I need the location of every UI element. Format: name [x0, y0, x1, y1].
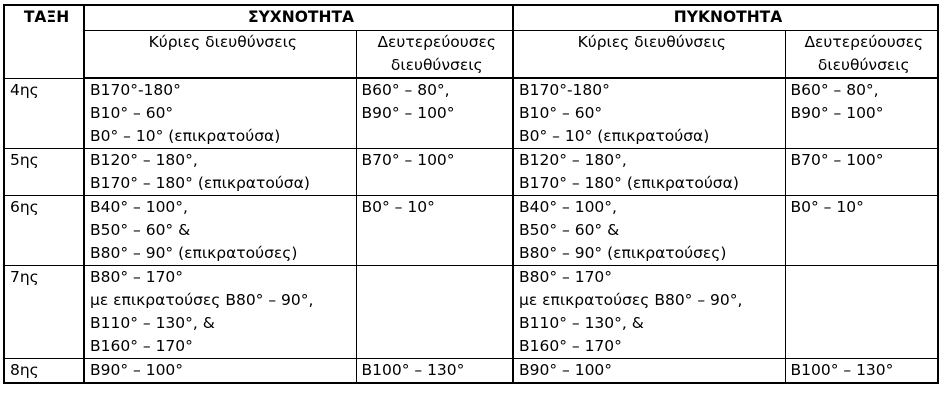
cell-dens-primary [513, 266, 785, 359]
row-taxi: 4ης [4, 78, 84, 149]
header-dens-primary: Κύριες διευθύνσεις [513, 31, 785, 79]
cell-line: B90° – 100° [790, 104, 884, 122]
cell-line: με επικρατούσες B80° – 90°, [90, 291, 314, 309]
cell-line: B80° – 90° (επικρατούσες) [519, 244, 727, 262]
cell-line: B90° – 100° [519, 361, 613, 379]
cell-line: B10° – 60° [90, 104, 174, 122]
cell-dens-secondary [785, 78, 938, 149]
cell-line: B70° – 100° [790, 151, 884, 169]
cell-dens-primary [513, 78, 785, 149]
cell-line: B120° – 180°, [519, 151, 627, 169]
cell-line: B70° – 100° [361, 151, 455, 169]
cell-dens-secondary [785, 359, 938, 384]
cell-line: B0° – 10° [361, 198, 435, 216]
cell-freq-secondary [356, 149, 513, 196]
cell-line: B120° – 180°, [90, 151, 198, 169]
cell-line: B90° – 100° [361, 104, 455, 122]
cell-dens-primary [513, 359, 785, 384]
cell-freq-primary [84, 149, 356, 196]
cell-line: B40° – 100°, [90, 198, 188, 216]
cell-line: B50° – 60° & [90, 221, 191, 239]
cell-line: B170°-180° [90, 81, 181, 99]
header-freq-secondary: Δευτερεύουσες διευθύνσεις [356, 31, 513, 79]
table-row [4, 78, 938, 149]
table-row [4, 149, 938, 196]
cell-line: B110° – 130°, & [90, 314, 215, 332]
cell-freq-secondary [356, 78, 513, 149]
header-dens-secondary: Δευτερεύουσες διευθύνσεις [785, 31, 938, 79]
cell-dens-primary [513, 196, 785, 266]
cell-dens-secondary [785, 266, 938, 359]
cell-line: B80° – 170° [519, 268, 613, 286]
cell-dens-secondary [785, 149, 938, 196]
header-density: ΠΥΚΝΟΤΗΤΑ [513, 5, 938, 31]
cell-line: B100° – 130° [361, 361, 465, 379]
header-frequency: ΣΥΧΝΟΤΗΤΑ [84, 5, 513, 31]
cell-freq-secondary [356, 196, 513, 266]
table-row [4, 266, 938, 359]
cell-line: B60° – 80°, [361, 81, 450, 99]
cell-line: B110° – 130°, & [519, 314, 644, 332]
cell-line: B170° – 180° (επικρατούσα) [519, 174, 739, 192]
row-taxi: 5ης [4, 149, 84, 196]
cell-line: B60° – 80°, [790, 81, 879, 99]
cell-line: B170°-180° [519, 81, 610, 99]
cell-line: B160° – 170° [90, 337, 193, 355]
cell-freq-primary [84, 78, 356, 149]
cell-line: B10° – 60° [519, 104, 603, 122]
header-freq-primary: Κύριες διευθύνσεις [84, 31, 356, 79]
cell-line: B0° – 10° [790, 198, 864, 216]
cell-freq-primary [84, 359, 356, 384]
cell-freq-primary [84, 196, 356, 266]
cell-line: B0° – 10° (επικρατούσα) [90, 127, 281, 145]
cell-line: με επικρατούσες B80° – 90°, [519, 291, 743, 309]
row-taxi: 6ης [4, 196, 84, 266]
cell-line: B80° – 170° [90, 268, 184, 286]
cell-line: B160° – 170° [519, 337, 622, 355]
cell-line: B0° – 10° (επικρατούσα) [519, 127, 710, 145]
cell-freq-primary [84, 266, 356, 359]
cell-line: B40° – 100°, [519, 198, 617, 216]
cell-line: B50° – 60° & [519, 221, 620, 239]
cell-freq-secondary [356, 359, 513, 384]
cell-line: B90° – 100° [90, 361, 184, 379]
header-taxi: ΤΑΞΗ [4, 5, 84, 78]
cell-freq-secondary [356, 266, 513, 359]
directions-table [3, 4, 939, 384]
cell-line: B80° – 90° (επικρατούσες) [90, 244, 298, 262]
cell-line: B170° – 180° (επικρατούσα) [90, 174, 310, 192]
cell-dens-primary [513, 149, 785, 196]
table-row [4, 359, 938, 384]
cell-dens-secondary [785, 196, 938, 266]
row-taxi: 8ης [4, 359, 84, 384]
row-taxi: 7ης [4, 266, 84, 359]
cell-line: B100° – 130° [790, 361, 894, 379]
table-row [4, 196, 938, 266]
